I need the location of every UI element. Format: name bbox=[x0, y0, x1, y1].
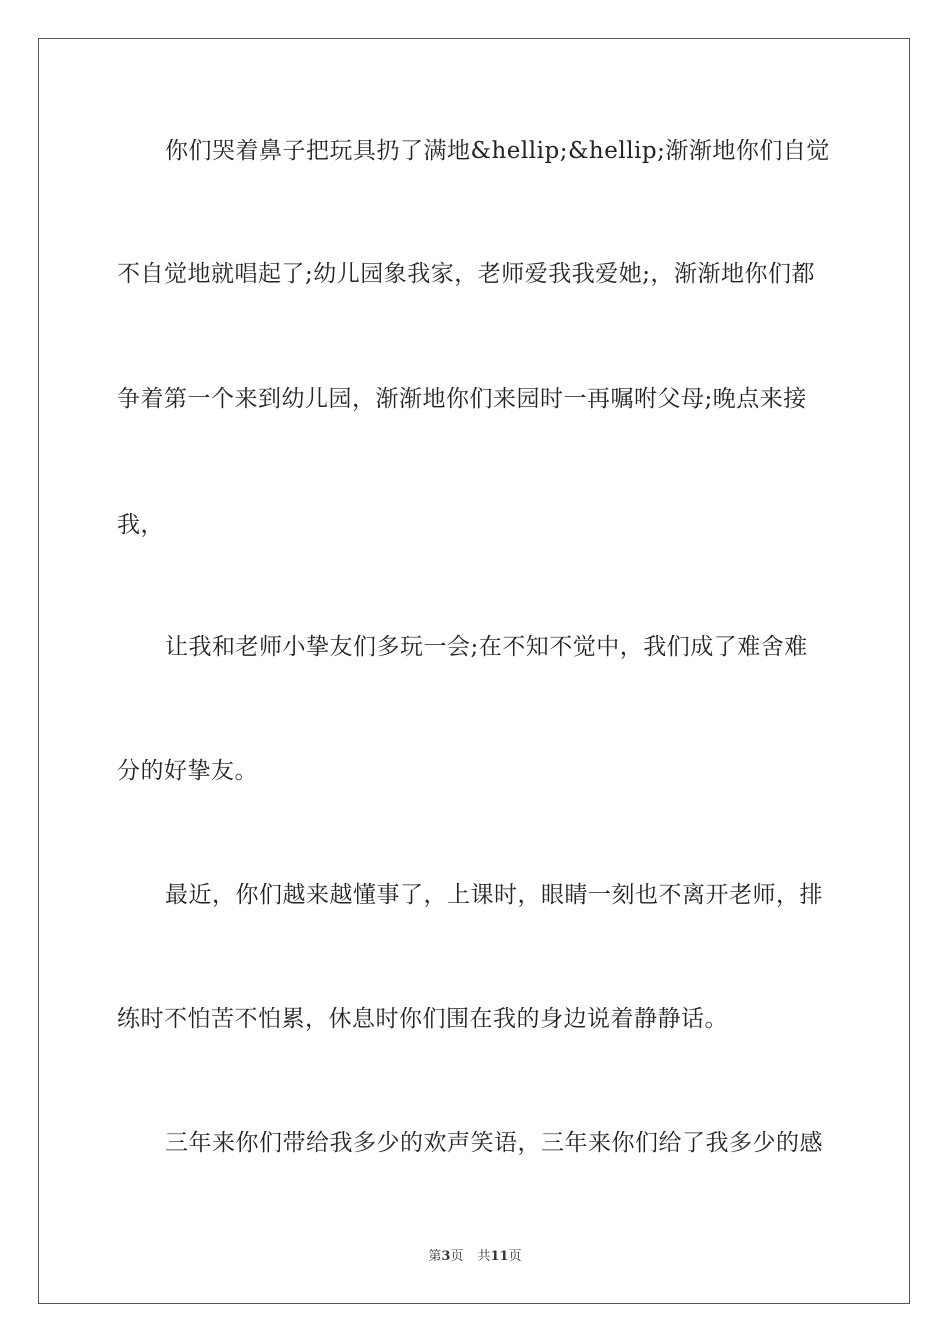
paragraph-line: 分的好挚友。 bbox=[117, 758, 258, 784]
paragraph-line: 争着第一个来到幼儿园，渐渐地你们来园时一再嘱咐父母;晚点来接 bbox=[117, 386, 807, 412]
paragraph-line: 你们哭着鼻子把玩具扔了满地&hellip;&hellip;渐渐地你们自觉 bbox=[165, 138, 830, 164]
total-pages-suffix: 页 bbox=[508, 1249, 522, 1264]
paragraph-line: 不自觉地就唱起了;幼儿园象我家，老师爱我我爱她;，渐渐地你们都 bbox=[117, 261, 815, 287]
page-number-prefix: 第 bbox=[428, 1249, 442, 1264]
total-pages: 11 bbox=[490, 1249, 509, 1264]
page-number: 3 bbox=[441, 1249, 451, 1264]
page-footer bbox=[0, 1248, 950, 1266]
page-frame bbox=[38, 38, 910, 1304]
total-pages-prefix: 共 bbox=[477, 1249, 491, 1264]
page-number-suffix: 页 bbox=[450, 1249, 464, 1264]
paragraph-line: 三年来你们带给我多少的欢声笑语，三年来你们给了我多少的感 bbox=[165, 1130, 823, 1156]
paragraph-line: 练时不怕苦不怕累，休息时你们围在我的身边说着静静话。 bbox=[117, 1006, 728, 1032]
paragraph-line: 我， bbox=[117, 512, 164, 538]
paragraph-line: 让我和老师小挚友们多玩一会;在不知不觉中，我们成了难舍难 bbox=[165, 634, 808, 660]
paragraph-line: 最近，你们越来越懂事了，上课时，眼睛一刻也不离开老师，排 bbox=[165, 882, 823, 908]
